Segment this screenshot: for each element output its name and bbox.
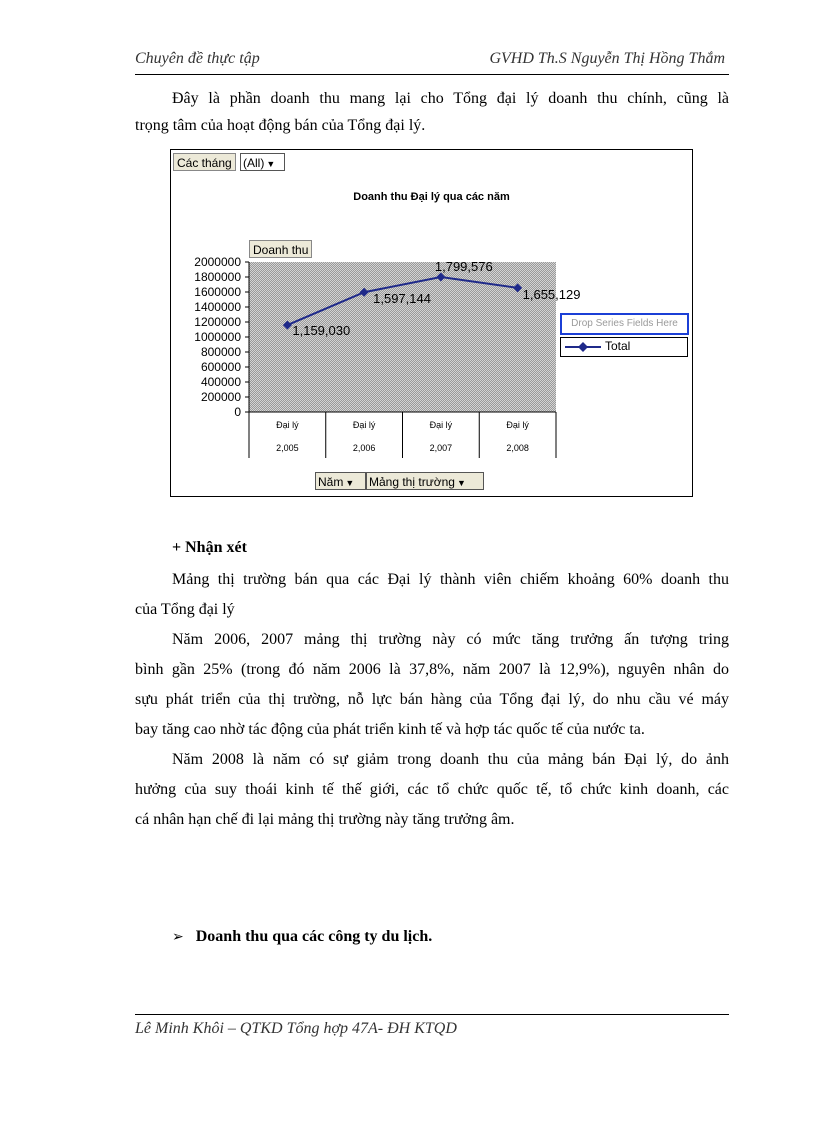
x-category-year-label: 2,005 bbox=[276, 443, 299, 453]
y-tick-label: 1800000 bbox=[194, 270, 241, 284]
data-label: 1,159,030 bbox=[292, 323, 351, 339]
p2-line-2: bình gần 25% (trong đó năm 2006 là 37,8%, năm 2007 là 12,9%), nguyên nhân do bbox=[135, 661, 729, 678]
data-label: 1,799,576 bbox=[434, 259, 493, 275]
y-tick-label: 1600000 bbox=[194, 285, 241, 299]
y-tick-label: 400000 bbox=[200, 375, 241, 389]
legend-line-marker-icon bbox=[563, 338, 603, 356]
x-category-group-label: Đại lý bbox=[276, 420, 299, 430]
row-field-nam-label: Năm bbox=[318, 475, 344, 489]
header-right: GVHD Th.S Nguyễn Thị Hồng Thắm bbox=[489, 50, 725, 67]
y-tick-label: 1000000 bbox=[194, 330, 241, 344]
chart-legend bbox=[560, 337, 688, 357]
page-header bbox=[135, 48, 729, 74]
page-field-value: (All) bbox=[243, 156, 265, 170]
intro-line-2: trọng tâm của hoạt động bán của Tổng đại lý. bbox=[135, 117, 426, 134]
x-category-group-label: Đại lý bbox=[429, 420, 453, 430]
x-category-year-label: 2,007 bbox=[429, 443, 453, 453]
y-tick-label: 1200000 bbox=[194, 315, 241, 329]
page-field-label[interactable]: Các tháng bbox=[173, 153, 236, 171]
data-label: 1,597,144 bbox=[373, 291, 431, 307]
p3-line-1: Năm 2008 là năm có sự giảm trong doanh thu của mảng bán Đại lý, do ảnh bbox=[172, 751, 729, 768]
header-left: Chuyên đề thực tập bbox=[135, 50, 260, 67]
header-divider bbox=[135, 74, 729, 75]
row-field-nam[interactable] bbox=[315, 472, 366, 490]
x-category-group-label: Đại lý bbox=[352, 420, 376, 430]
dropdown-arrow-icon: ▼ bbox=[266, 159, 276, 169]
chart-title: Doanh thu Đại lý qua các năm bbox=[353, 191, 510, 203]
drop-series-fields-zone[interactable]: Drop Series Fields Here bbox=[560, 313, 689, 335]
page-footer: Lê Minh Khôi – QTKD Tổng hợp 47A- ĐH KTQD bbox=[135, 1020, 457, 1037]
row-field-mang-label: Mảng thị trường bbox=[369, 475, 455, 489]
legend-series-label: Total bbox=[605, 339, 631, 353]
p2-line-4: bay tăng cao nhờ tác động của phát triển kinh tế và hợp tác quốc tế của nước ta. bbox=[135, 721, 645, 738]
footer-divider bbox=[135, 1014, 729, 1015]
row-field-mang-thi-truong[interactable] bbox=[366, 472, 484, 490]
y-tick-label: 0 bbox=[234, 405, 241, 419]
p2-line-3: sựu phát triển của thị trường, nỗ lực bán hàng của Tổng đại lý, do nhu cầu vé máy bbox=[135, 691, 729, 708]
data-field-button[interactable]: Doanh thu bbox=[249, 240, 312, 258]
x-category-year-label: 2,008 bbox=[506, 443, 529, 453]
p3-line-2: hưởng của suy thoái kinh tế thế giới, các tổ chức quốc tế, tổ chức kinh doanh, các bbox=[135, 781, 729, 798]
y-tick-label: 800000 bbox=[200, 345, 241, 359]
y-tick-label: 1400000 bbox=[194, 300, 241, 314]
x-category-group-label: Đại lý bbox=[506, 420, 529, 430]
y-tick-label: 600000 bbox=[200, 360, 241, 374]
dropdown-arrow-icon: ▼ bbox=[345, 478, 355, 488]
y-tick-label: 200000 bbox=[200, 390, 241, 404]
next-section-heading bbox=[172, 928, 432, 946]
intro-line-1: Đây là phần doanh thu mang lại cho Tổng đại lý doanh thu chính, cũng là bbox=[172, 90, 729, 107]
p2-line-1: Năm 2006, 2007 mảng thị trường này có mức tăng trưởng ấn tượng tring bbox=[172, 631, 729, 648]
arrow-bullet-icon: ➢ bbox=[172, 929, 184, 945]
x-category-year-label: 2,006 bbox=[352, 443, 376, 453]
data-label: 1,655,129 bbox=[522, 286, 581, 302]
p1-line-2: của Tổng đại lý bbox=[135, 601, 235, 618]
dropdown-arrow-icon: ▼ bbox=[456, 478, 466, 488]
p3-line-3: cá nhân hạn chế đi lại mảng thị trường này tăng trưởng âm. bbox=[135, 811, 515, 828]
next-section-heading-text: Doanh thu qua các công ty du lịch. bbox=[195, 928, 433, 945]
y-tick-label: 2000000 bbox=[194, 255, 241, 269]
section-heading: + Nhận xét bbox=[172, 539, 247, 556]
p1-line-1: Mảng thị trường bán qua các Đại lý thành viên chiếm khoảng 60% doanh thu bbox=[172, 571, 729, 588]
pivot-chart bbox=[170, 149, 693, 497]
